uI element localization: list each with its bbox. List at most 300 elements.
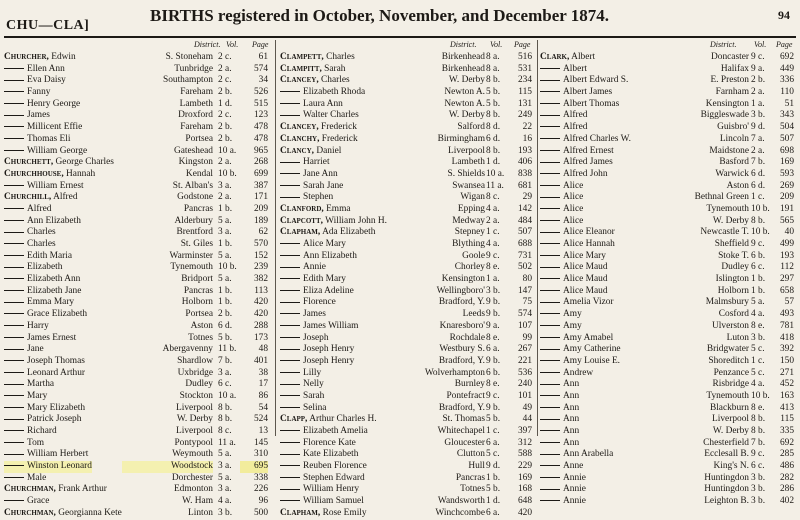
entry-given-name: Joseph — [303, 332, 329, 343]
index-entry — [280, 473, 534, 485]
entry-district: King's N. — [713, 461, 749, 472]
entry-given-name: Sarah — [303, 390, 325, 401]
entry-page: 112 — [780, 262, 794, 273]
entry-page: 688 — [517, 239, 532, 249]
entry-volume: 8 e. — [486, 379, 500, 390]
page-number: 94 — [778, 8, 790, 22]
entry-volume: 5 a. — [218, 274, 232, 285]
index-entry — [540, 227, 796, 239]
index-entry — [540, 122, 796, 134]
repeat-surname-dash — [540, 103, 560, 104]
repeat-surname-dash — [280, 360, 300, 361]
index-entry — [4, 309, 272, 321]
entry-district: Totnes — [460, 484, 485, 495]
entry-page: 692 — [779, 52, 794, 62]
index-entry — [280, 309, 534, 321]
entry-name-cell — [540, 368, 593, 380]
entry-page: 452 — [779, 379, 794, 390]
entry-district: W. Ham — [182, 496, 213, 507]
entry-name-cell — [540, 75, 628, 87]
entry-page: 593 — [779, 168, 794, 179]
entry-district: Tynemouth — [170, 262, 213, 273]
entry-name-cell — [280, 309, 326, 321]
entry-given-name: Joseph Henry — [303, 344, 355, 355]
entry-page: 507 — [517, 227, 532, 238]
entry-given-name: Frank Arthur — [58, 484, 107, 495]
entry-volume: 3 b. — [751, 332, 766, 343]
entry-district: W. Derby — [176, 414, 213, 425]
entry-volume: 10 b. — [751, 227, 770, 238]
entry-name-cell — [540, 286, 608, 298]
index-entry — [4, 169, 272, 181]
repeat-surname-dash — [540, 243, 560, 244]
entry-page: 574 — [517, 309, 532, 320]
entry-volume: 3 b. — [751, 110, 766, 121]
entry-name-cell — [540, 169, 608, 181]
district-heading: District. — [194, 40, 221, 49]
entry-page: 524 — [253, 414, 268, 425]
entry-volume: 10 b. — [218, 262, 237, 273]
entry-volume: 3 b. — [751, 484, 766, 495]
entry-district: Knaresboro' — [439, 320, 485, 331]
index-entry — [540, 426, 796, 438]
entry-name-cell — [280, 484, 359, 496]
entry-district: Pancras — [183, 285, 213, 296]
entry-page: 80 — [522, 274, 532, 285]
entry-name-cell — [540, 438, 579, 450]
entry-given-name: Florence — [303, 297, 336, 308]
entry-volume: 1 c. — [486, 227, 500, 238]
entry-volume: 3 a. — [218, 227, 232, 238]
entry-volume: 1 b. — [218, 203, 233, 214]
entry-district: Doncaster — [710, 52, 749, 62]
entry-surname: Clapham, — [280, 227, 321, 238]
entry-district: Bethnal Green — [694, 192, 749, 203]
entry-given-name: Florence Kate — [303, 437, 356, 448]
entry-given-name: Eliza Adeline — [303, 285, 354, 296]
entry-volume: 8 b. — [751, 414, 766, 425]
repeat-surname-dash — [280, 162, 300, 163]
index-entry — [280, 368, 534, 380]
entry-volume: 1 c. — [751, 192, 765, 203]
repeat-surname-dash — [540, 115, 560, 116]
index-entry — [280, 157, 534, 169]
entry-volume: 10 a. — [218, 390, 237, 401]
index-entry — [540, 473, 796, 485]
entry-given-name: Leonard Arthur — [27, 367, 86, 378]
entry-volume: 5 a. — [751, 297, 765, 308]
repeat-surname-dash — [540, 337, 560, 338]
entry-district: Shardlow — [177, 355, 213, 366]
index-entry — [280, 344, 534, 356]
entry-page: 17 — [258, 379, 268, 390]
entry-district: Portsea — [185, 133, 213, 144]
entry-district: Lambeth — [179, 98, 213, 109]
entry-page: 101 — [517, 390, 532, 401]
entry-district: Wandsworth — [437, 496, 485, 507]
entry-district: W. Derby — [448, 110, 485, 121]
entry-name-cell — [280, 344, 354, 356]
entry-volume: 5 a. — [218, 449, 232, 460]
entry-given-name: Charles — [326, 52, 355, 62]
repeat-surname-dash — [4, 185, 24, 186]
entry-district: Lincoln — [719, 133, 749, 144]
entry-district: St. Giles — [180, 239, 213, 249]
index-entry — [540, 414, 796, 426]
index-entry — [540, 134, 796, 146]
entry-volume: 6 a. — [486, 507, 500, 518]
index-entry — [4, 251, 272, 263]
entry-district: Fareham — [180, 122, 213, 133]
entry-volume: 9 b. — [486, 355, 501, 366]
entry-district: Gateshead — [173, 145, 213, 156]
repeat-surname-dash — [4, 115, 24, 116]
entry-given-name: Amy Amabel — [563, 332, 614, 343]
entry-district: Huntingdon — [704, 484, 749, 495]
entry-page: 526 — [253, 87, 268, 98]
entry-district: Sheffield — [714, 239, 749, 249]
index-entry — [4, 473, 272, 485]
entry-name-cell — [540, 181, 583, 193]
entry-page: 150 — [779, 355, 794, 366]
entry-given-name: William John H. — [325, 215, 387, 226]
repeat-surname-dash — [540, 430, 560, 431]
entry-volume: 8 b. — [486, 145, 501, 156]
entry-page: 269 — [779, 180, 794, 191]
repeat-surname-dash — [540, 150, 560, 151]
entry-volume: 8 d. — [486, 122, 501, 133]
entry-given-name: Ada Elizabeth — [322, 227, 376, 238]
entry-surname: Clapp, — [280, 414, 308, 425]
index-entry — [540, 309, 796, 321]
entry-volume: 6 d. — [486, 133, 501, 144]
index-entry — [280, 239, 534, 251]
entry-page: 163 — [779, 390, 794, 401]
repeat-surname-dash — [280, 255, 300, 256]
repeat-surname-dash — [540, 80, 560, 81]
entry-name-cell — [280, 461, 367, 473]
entry-given-name: Alice — [563, 192, 584, 203]
entry-surname: Churcher, — [4, 52, 49, 62]
entry-name-cell — [4, 181, 84, 193]
entry-given-name: Winston Leonard — [27, 461, 92, 472]
entry-name-cell — [4, 297, 74, 309]
entry-volume: 1 b. — [218, 239, 233, 249]
repeat-surname-dash — [4, 349, 24, 350]
repeat-surname-dash — [280, 325, 300, 326]
entry-volume: 2 c. — [218, 52, 232, 62]
repeat-surname-dash — [4, 313, 24, 314]
entry-name-cell — [4, 110, 50, 122]
entry-volume: 3 b. — [486, 285, 501, 296]
entry-name-cell — [4, 414, 81, 426]
entry-district: Pontypool — [174, 437, 213, 448]
entry-volume: 8 e. — [486, 332, 500, 343]
entry-name-cell — [280, 227, 375, 239]
entry-page: 234 — [517, 75, 532, 86]
entry-given-name: Alfred James — [563, 157, 613, 168]
index-entry — [4, 134, 272, 146]
entry-page: 107 — [517, 320, 532, 331]
district-heading: District. — [710, 40, 737, 49]
entry-page: 420 — [517, 507, 532, 518]
entry-name-cell — [4, 379, 54, 391]
entry-page: 123 — [253, 110, 268, 121]
entry-page: 173 — [253, 332, 268, 343]
entry-name-cell — [280, 134, 358, 146]
repeat-surname-dash — [540, 302, 560, 303]
repeat-surname-dash — [540, 313, 560, 314]
repeat-surname-dash — [280, 302, 300, 303]
entry-page: 96 — [258, 496, 268, 507]
entry-district: Brentford — [176, 227, 213, 238]
entry-name-cell — [4, 251, 72, 263]
entry-given-name: Alfred — [53, 192, 78, 203]
repeat-surname-dash — [540, 255, 560, 256]
entry-given-name: Charles — [321, 75, 350, 86]
entry-page: 191 — [779, 203, 794, 214]
entry-name-cell — [540, 146, 614, 158]
entry-district: Edmonton — [173, 484, 213, 495]
entry-name-cell — [4, 134, 70, 146]
index-entry — [280, 110, 534, 122]
entry-given-name: Edith Mary — [303, 274, 346, 285]
entry-name-cell — [280, 321, 358, 333]
entry-page: 484 — [517, 215, 532, 226]
entry-page: 249 — [517, 110, 532, 121]
index-entry — [4, 508, 272, 520]
entry-given-name: Ann — [563, 379, 580, 390]
entry-volume: 4 a. — [486, 203, 500, 214]
entry-name-cell — [4, 449, 88, 461]
repeat-surname-dash — [540, 442, 560, 443]
repeat-surname-dash — [4, 138, 24, 139]
entry-volume: 2 b. — [218, 122, 233, 133]
entry-volume: 8 a. — [486, 52, 500, 62]
entry-page: 406 — [517, 157, 532, 168]
entry-district: Westbury S. — [439, 344, 485, 355]
index-entry — [280, 75, 534, 87]
entry-page: 297 — [779, 274, 794, 285]
entry-given-name: Edith Maria — [27, 250, 73, 261]
entry-given-name: Elizabeth Rhoda — [303, 87, 366, 98]
entry-volume: 3 a. — [218, 180, 232, 191]
entry-page: 336 — [779, 75, 794, 86]
entry-name-cell — [280, 75, 350, 87]
entry-district: Ulverston — [712, 320, 749, 331]
entry-given-name: Patrick Joseph — [27, 414, 82, 425]
repeat-surname-dash — [4, 68, 24, 69]
entry-district: Medway — [452, 215, 485, 226]
index-entry — [540, 356, 796, 368]
index-entry — [4, 122, 272, 134]
entry-district: Holborn — [181, 297, 213, 308]
index-entry — [280, 134, 534, 146]
entry-page: 131 — [517, 98, 532, 109]
entry-page: 171 — [253, 192, 268, 203]
entry-page: 267 — [517, 344, 532, 355]
entry-given-name: Sarah Jane — [303, 180, 344, 191]
entry-volume: 9 d. — [486, 461, 501, 472]
entry-page: 516 — [517, 52, 532, 62]
entry-given-name: Harry — [27, 320, 49, 331]
repeat-surname-dash — [4, 500, 24, 501]
district-heading: District. — [450, 40, 477, 49]
entry-district: Epping — [457, 203, 485, 214]
entry-volume: 1 d. — [486, 157, 501, 168]
entry-given-name: Grace — [27, 496, 50, 507]
repeat-surname-dash — [540, 395, 560, 396]
entry-page: 658 — [779, 285, 794, 296]
entry-district: Liverpool — [176, 426, 213, 436]
entry-page: 268 — [253, 157, 268, 168]
entry-volume: 1 b. — [486, 472, 501, 483]
index-entry — [280, 391, 534, 403]
entry-surname: Clancey, — [280, 122, 319, 133]
entry-page: 570 — [253, 239, 268, 249]
index-entry — [4, 379, 272, 391]
entry-volume: 7 b. — [751, 437, 766, 448]
entry-district: Huntingdon — [704, 472, 749, 483]
entry-volume: 10 b. — [751, 390, 770, 401]
index-entry — [4, 484, 272, 496]
entry-name-cell — [4, 216, 81, 228]
entry-district: Fareham — [180, 87, 213, 98]
repeat-surname-dash — [4, 232, 24, 233]
entry-volume: 6 b. — [751, 250, 766, 261]
entry-district: Halifax — [720, 63, 749, 74]
repeat-surname-dash — [4, 208, 24, 209]
entry-given-name: Emma Mary — [27, 297, 75, 308]
entry-name-cell — [4, 262, 62, 274]
entry-volume: 2 b. — [218, 87, 233, 98]
entry-district: Chesterfield — [703, 437, 749, 448]
index-entry — [540, 192, 796, 204]
column-header — [4, 40, 272, 52]
entry-district: Bradford, Y. — [438, 402, 485, 413]
entry-district: Bridport — [181, 274, 213, 285]
entry-district: Liverpool — [448, 145, 485, 156]
entry-surname: Clark, — [540, 52, 570, 62]
entry-given-name: Ann Arabella — [563, 449, 614, 460]
entry-page: 113 — [254, 285, 268, 296]
repeat-surname-dash — [4, 477, 24, 478]
entry-name-cell — [280, 508, 367, 520]
entry-district: Tunbridge — [174, 63, 213, 74]
entry-district: Aston — [190, 320, 213, 331]
entry-district: Uxbridge — [177, 367, 213, 378]
entry-volume: 9 a. — [486, 320, 500, 331]
entry-name-cell — [540, 461, 583, 473]
entry-volume: 2 c. — [218, 75, 232, 86]
index-entry — [4, 146, 272, 158]
entry-district: Blything — [452, 239, 485, 249]
column-divider — [537, 40, 538, 436]
entry-name-cell — [280, 110, 359, 122]
entry-given-name: Annie — [563, 472, 586, 483]
entry-given-name: Stephen — [303, 192, 334, 203]
repeat-surname-dash — [540, 220, 560, 221]
entry-district: Liverpool — [712, 414, 749, 425]
entry-district: Leighton B. — [704, 496, 749, 507]
index-entry — [280, 438, 534, 450]
repeat-surname-dash — [540, 384, 560, 385]
entry-name-cell — [280, 333, 329, 345]
index-entry — [540, 379, 796, 391]
entry-district: Ecclesall B. — [704, 449, 749, 460]
entry-volume: 1 b. — [751, 285, 766, 296]
entry-volume: 6 c. — [751, 461, 765, 472]
repeat-surname-dash — [280, 430, 300, 431]
repeat-surname-dash — [4, 419, 24, 420]
entry-given-name: Kate Elizabeth — [303, 449, 359, 460]
repeat-surname-dash — [280, 103, 300, 104]
entry-name-cell — [4, 227, 56, 239]
entry-given-name: Elizabeth Amelia — [303, 426, 368, 436]
entry-volume: 8 c. — [486, 192, 500, 203]
entry-volume: 2 a. — [751, 145, 765, 156]
entry-given-name: Alice Maud — [563, 285, 608, 296]
entry-page: 240 — [517, 379, 532, 390]
repeat-surname-dash — [4, 395, 24, 396]
entry-given-name: James Ernest — [27, 332, 77, 343]
repeat-surname-dash — [4, 126, 24, 127]
entry-district: Guisbro' — [717, 122, 749, 133]
entry-district: Basford — [719, 157, 749, 168]
index-entry — [280, 122, 534, 134]
entry-page: 335 — [779, 426, 794, 436]
index-entry — [4, 157, 272, 169]
index-entry — [540, 262, 796, 274]
entry-name-cell — [540, 157, 613, 169]
index-entry — [540, 274, 796, 286]
entry-given-name: Alfred — [563, 122, 588, 133]
entry-district: S. Shields — [447, 168, 485, 179]
repeat-surname-dash — [4, 384, 24, 385]
entry-name-cell — [540, 110, 587, 122]
index-entry — [540, 110, 796, 122]
index-entry — [280, 262, 534, 274]
entry-volume: 3 b. — [751, 496, 766, 507]
entry-district: St. Alban's — [172, 180, 213, 191]
page-heading: Page — [776, 40, 793, 49]
entry-district: Swansea — [452, 180, 485, 191]
entry-name-cell — [280, 449, 358, 461]
entry-page: 75 — [522, 297, 532, 308]
entry-given-name: Alice Hannah — [563, 239, 615, 249]
entry-given-name: Albert Thomas — [563, 98, 620, 109]
entry-name-cell — [280, 414, 377, 426]
entry-volume: 5 b. — [486, 484, 501, 495]
repeat-surname-dash — [280, 395, 300, 396]
repeat-surname-dash — [540, 477, 560, 478]
index-entry — [280, 227, 534, 239]
entry-volume: 5 a. — [218, 250, 232, 261]
entry-given-name: Alice Mary — [563, 250, 606, 261]
entry-volume: 2 b. — [218, 309, 233, 320]
entry-district: Alderbury — [174, 215, 213, 226]
entry-name-cell — [4, 157, 114, 169]
entry-page: 54 — [258, 402, 268, 413]
entry-given-name: Frederick — [321, 122, 357, 133]
entry-district: Winchcombe — [435, 507, 485, 518]
entry-given-name: Fanny — [27, 87, 51, 98]
entry-volume: 6 c. — [751, 262, 765, 273]
entry-name-cell — [540, 99, 619, 111]
entry-given-name: Sarah — [324, 63, 346, 74]
index-entry — [540, 52, 796, 64]
entry-surname: Clancey, — [280, 75, 319, 86]
